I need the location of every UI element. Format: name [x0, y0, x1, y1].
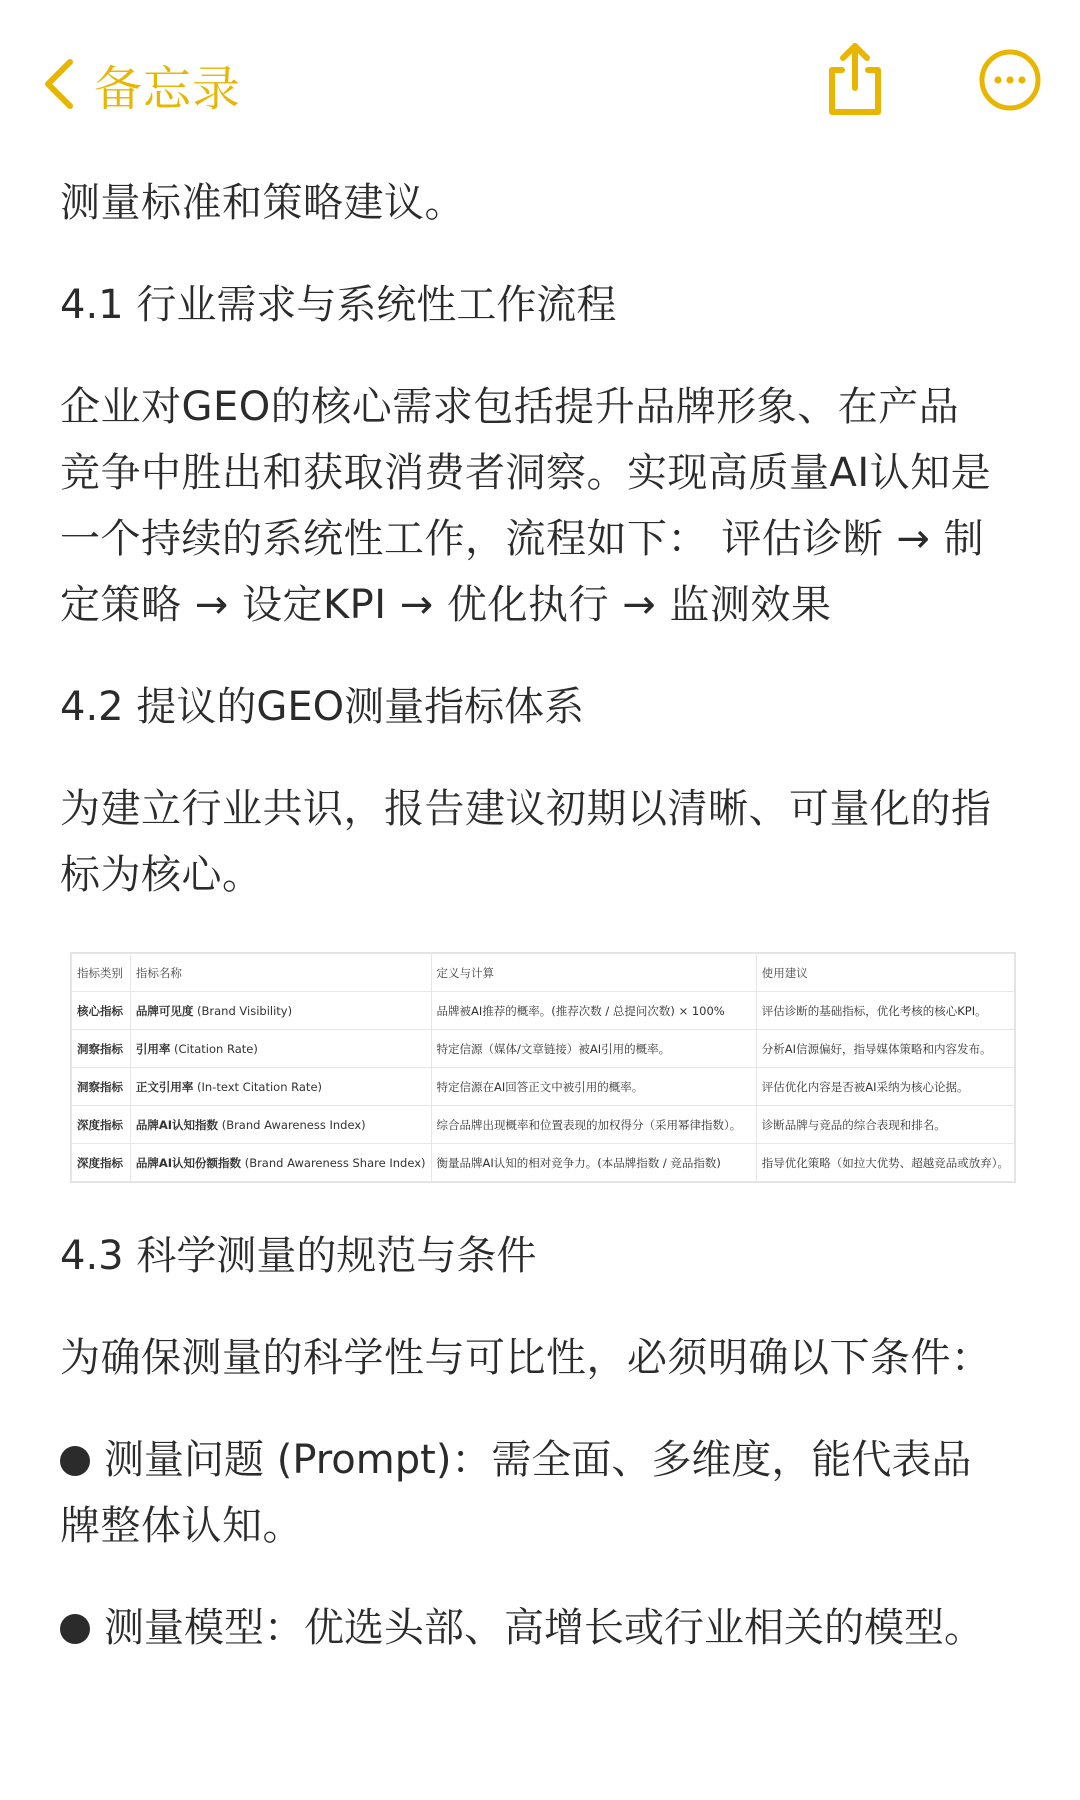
chevron-left-icon [40, 56, 76, 112]
metric-name-en: (Brand Visibility) [193, 1003, 293, 1018]
section-4-1-line: 企业对GEO的核心需求包括提升品牌形象、在产品 [60, 384, 960, 430]
metric-name-bold: 正文引用率 [135, 1079, 194, 1094]
share-icon [822, 40, 888, 118]
section-4-1-line: 定策略 → 设定KPI → 优化执行 → 监测效果 [60, 582, 832, 628]
advice-cell: 诊断品牌与竞品的综合表现和排名。 [756, 1106, 1014, 1144]
section-4-3-intro: 为确保测量的科学性与可比性，必须明确以下条件： [60, 1335, 992, 1381]
table-row [72, 1144, 1015, 1182]
category-cell: 洞察指标 [72, 1030, 131, 1068]
metrics-table-image[interactable] [70, 952, 1016, 1183]
metric-name-cell [130, 1068, 431, 1106]
section-4-2-line: 为建立行业共识，报告建议初期以清晰、可量化的指 [60, 786, 992, 832]
table-header-cell: 指标名称 [130, 954, 431, 992]
definition-cell: 综合品牌出现概率和位置表现的加权得分（采用幂律指数）。 [431, 1106, 756, 1144]
bullet-text: 测量模型：优选头部、高增长或行业相关的模型。 [104, 1605, 984, 1651]
advice-cell: 分析AI信源偏好，指导媒体策略和内容发布。 [756, 1030, 1014, 1068]
table-row [72, 1030, 1015, 1068]
more-icon [978, 48, 1042, 112]
section-4-1-line: 一个持续的系统性工作，流程如下： 评估诊断 → 制 [60, 516, 985, 562]
metric-name-bold: 品牌可见度 [135, 1003, 194, 1018]
definition-cell: 特定信源在AI回答正文中被引用的概率。 [431, 1068, 756, 1106]
note-body[interactable] [60, 170, 1020, 1661]
bullet-dot-icon [60, 1446, 90, 1476]
intro-tail: 测量标准和策略建议。 [60, 180, 465, 226]
definition-cell: 特定信源（媒体/文章链接）被AI引用的概率。 [431, 1030, 756, 1068]
metrics-table [71, 953, 1015, 1182]
category-cell: 深度指标 [72, 1144, 131, 1182]
metric-name-cell [130, 1106, 431, 1144]
metric-name-en: (In-text Citation Rate) [193, 1079, 323, 1094]
bullet-item [60, 1427, 1020, 1493]
table-header-cell: 指标类别 [72, 954, 131, 992]
section-4-3-heading: 4.3 科学测量的规范与条件 [60, 1233, 537, 1279]
metric-name-en: (Citation Rate) [170, 1041, 258, 1056]
category-cell: 核心指标 [72, 992, 131, 1030]
back-button[interactable] [40, 48, 241, 120]
bullet-text-continued: 牌整体认知。 [60, 1503, 303, 1549]
metric-name-en: (Brand Awareness Index) [218, 1117, 366, 1132]
nav-bar [0, 0, 1080, 160]
bullet-dot-icon [60, 1614, 90, 1644]
share-button[interactable] [822, 40, 888, 118]
advice-cell: 评估优化内容是否被AI采纳为核心论据。 [756, 1068, 1014, 1106]
definition-cell: 品牌被AI推荐的概率。(推荐次数 / 总提问次数) × 100% [431, 992, 756, 1030]
metric-name-cell [130, 1030, 431, 1068]
metric-name-bold: 品牌AI认知指数 [135, 1117, 219, 1132]
back-label: 备忘录 [94, 60, 242, 117]
bullet-text: 测量问题 (Prompt)：需全面、多维度，能代表品 [104, 1437, 972, 1483]
table-header-row [72, 954, 1015, 992]
table-header-cell: 定义与计算 [431, 954, 756, 992]
metric-name-cell [130, 992, 431, 1030]
section-4-1-heading: 4.1 行业需求与系统性工作流程 [60, 282, 617, 328]
category-cell: 深度指标 [72, 1106, 131, 1144]
table-row [72, 992, 1015, 1030]
table-header-cell: 使用建议 [756, 954, 1014, 992]
table-row [72, 1106, 1015, 1144]
definition-cell: 衡量品牌AI认知的相对竞争力。(本品牌指数 / 竞品指数) [431, 1144, 756, 1182]
advice-cell: 指导优化策略（如拉大优势、超越竞品或放弃）。 [756, 1144, 1014, 1182]
more-button[interactable] [978, 48, 1042, 112]
metric-name-cell [130, 1144, 431, 1182]
metric-name-bold: 品牌AI认知份额指数 [135, 1155, 242, 1170]
category-cell: 洞察指标 [72, 1068, 131, 1106]
bullet-item [60, 1595, 1020, 1661]
section-4-2-line: 标为核心。 [60, 852, 263, 898]
advice-cell: 评估诊断的基础指标，优化考核的核心KPI。 [756, 992, 1014, 1030]
metric-name-bold: 引用率 [135, 1041, 171, 1056]
table-row [72, 1068, 1015, 1106]
section-4-1-line: 竞争中胜出和获取消费者洞察。实现高质量AI认知是 [60, 450, 992, 496]
section-4-2-heading: 4.2 提议的GEO测量指标体系 [60, 684, 585, 730]
metric-name-en: (Brand Awareness Share Index) [241, 1155, 426, 1170]
